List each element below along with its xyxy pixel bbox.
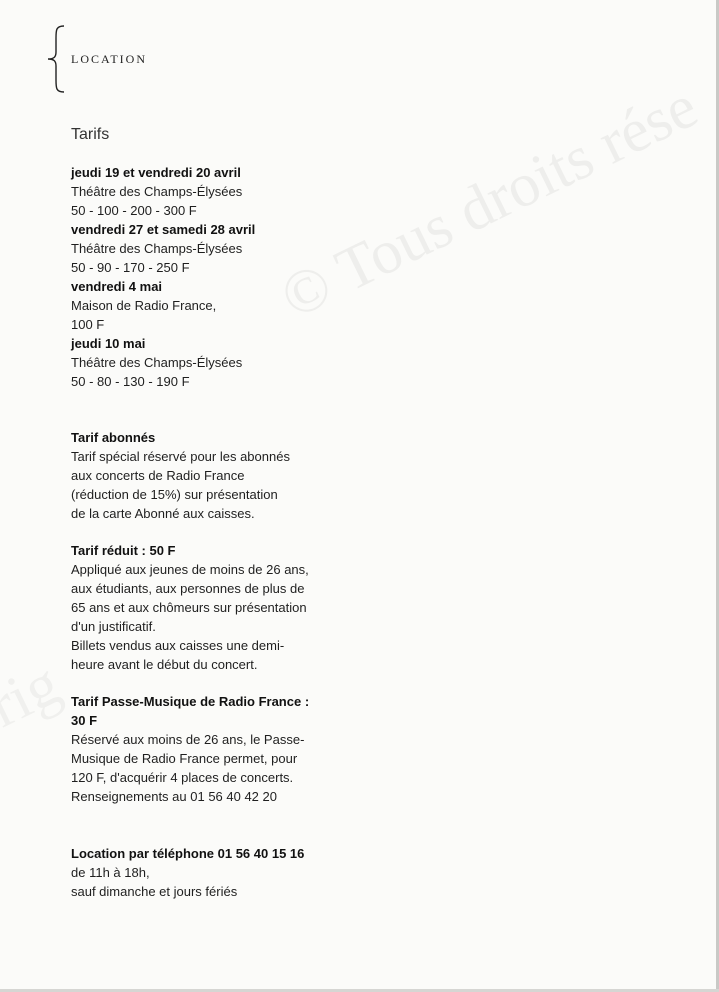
date-block xyxy=(71,220,371,277)
tarif-text: (réduction de 15%) sur présentation xyxy=(71,487,278,502)
tarif-heading: 30 F xyxy=(71,713,98,728)
section-label: LOCATION xyxy=(71,52,147,66)
tarif-text: d'un justificatif. xyxy=(71,619,156,634)
tarif-text: aux concerts de Radio France xyxy=(71,468,245,483)
price-list: 50 - 90 - 170 - 250 F xyxy=(71,260,190,275)
tarif-heading: Tarif Passe-Musique de Radio France : xyxy=(71,694,310,709)
page-title: Tarifs xyxy=(71,126,110,143)
date-heading: vendredi 4 mai xyxy=(71,279,163,294)
tarif-text: aux étudiants, aux personnes de plus de xyxy=(71,581,305,596)
tarif-text: heure avant le début du concert. xyxy=(71,657,258,672)
venue-text: Théâtre des Champs-Élysées xyxy=(71,355,243,370)
date-heading: vendredi 27 et samedi 28 avril xyxy=(71,222,256,237)
date-block xyxy=(71,334,371,391)
tarif-text: de la carte Abonné aux caisses. xyxy=(71,506,255,521)
tarif-text: Réservé aux moins de 26 ans, le Passe- xyxy=(71,732,305,747)
venue-text: Théâtre des Champs-Élysées xyxy=(71,184,243,199)
watermark-text: © Tous droits rése xyxy=(270,72,708,333)
date-block xyxy=(71,163,371,220)
watermark-fragment xyxy=(0,648,71,742)
tarif-text: Billets vendus aux caisses une demi- xyxy=(71,638,285,653)
tarifs-content xyxy=(71,163,371,901)
venue-text: Maison de Radio France, xyxy=(71,298,217,313)
price-list: 50 - 100 - 200 - 300 F xyxy=(71,203,197,218)
curly-brace-icon xyxy=(46,24,66,94)
telephone-block xyxy=(71,844,371,901)
tarif-text: Appliqué aux jeunes de moins de 26 ans, xyxy=(71,562,309,577)
telephone-text: de 11h à 18h, xyxy=(71,865,150,880)
tarif-text: 120 F, d'acquérir 4 places de concerts. xyxy=(71,770,294,785)
tarif-reduit-block xyxy=(71,541,371,674)
tarif-abonnes-block xyxy=(71,428,371,523)
date-heading: jeudi 19 et vendredi 20 avril xyxy=(71,165,241,180)
telephone-text: sauf dimanche et jours fériés xyxy=(71,884,238,899)
tarif-text: Renseignements au 01 56 40 42 20 xyxy=(71,789,277,804)
tarif-text: Musique de Radio France permet, pour xyxy=(71,751,298,766)
venue-text: Théâtre des Champs-Élysées xyxy=(71,241,243,256)
tarif-text: 65 ans et aux chômeurs sur présentation xyxy=(71,600,307,615)
date-heading: jeudi 10 mai xyxy=(71,336,146,351)
tarif-text: Tarif spécial réservé pour les abonnés xyxy=(71,449,290,464)
date-block xyxy=(71,277,371,334)
telephone-heading: Location par téléphone 01 56 40 15 16 xyxy=(71,846,305,861)
price-list: 100 F xyxy=(71,317,105,332)
price-list: 50 - 80 - 130 - 190 F xyxy=(71,374,190,389)
tarif-heading: Tarif réduit : 50 F xyxy=(71,543,176,558)
tarif-passe-block xyxy=(71,692,371,806)
tarif-heading: Tarif abonnés xyxy=(71,430,156,445)
